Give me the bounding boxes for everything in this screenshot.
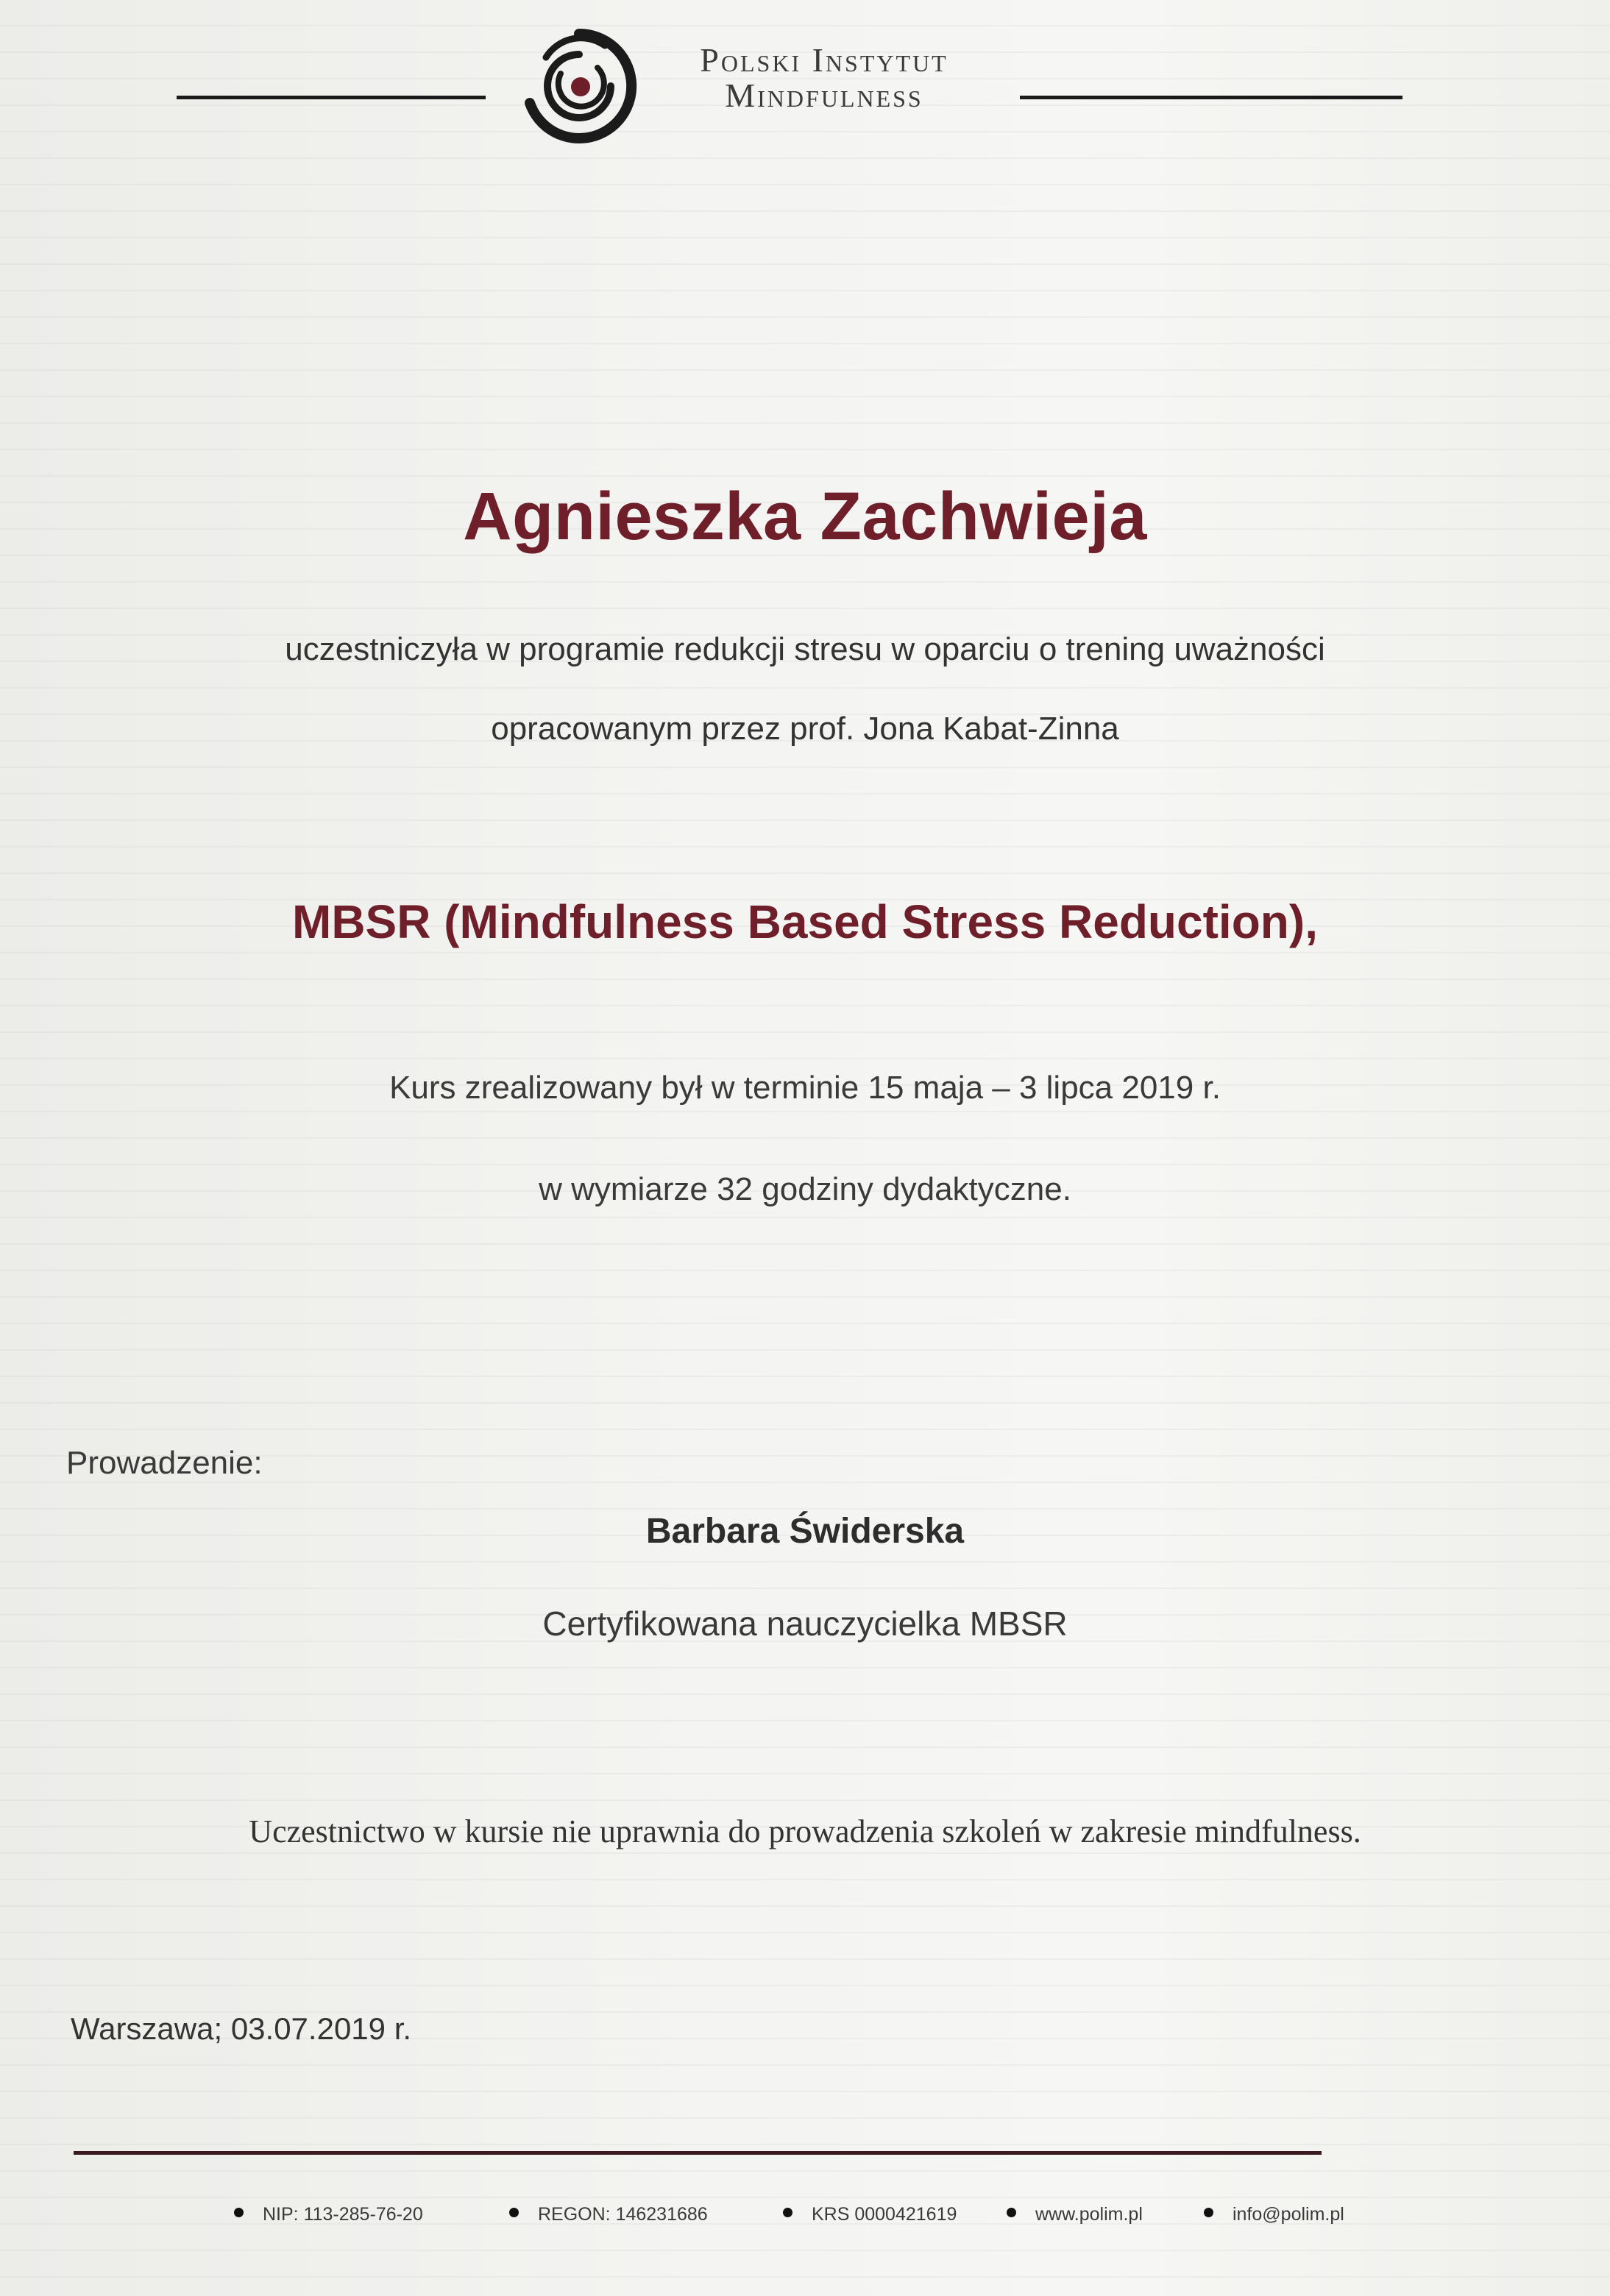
footer-email	[1204, 2204, 1344, 2225]
header-rule-left	[177, 96, 486, 99]
footer-nip	[234, 2204, 423, 2225]
brand-line-2: Mindfulness	[725, 77, 923, 115]
header-rule-right	[1020, 96, 1402, 99]
course-dates: Kurs zrealizowany był w terminie 15 maja – 3 lipca 2019 r.	[389, 1070, 1221, 1106]
course-hours: w wymiarze 32 godziny dydaktyczne.	[539, 1171, 1071, 1207]
bullet-icon	[783, 2208, 792, 2217]
footer-krs-text: KRS 0000421619	[812, 2204, 957, 2225]
spiral-logo-icon	[517, 24, 642, 149]
bullet-icon	[234, 2208, 244, 2217]
bullet-icon	[509, 2208, 519, 2217]
footer-email-text: info@polim.pl	[1233, 2204, 1344, 2225]
description-line-2: opracowanym przez prof. Jona Kabat-Zinna	[491, 711, 1119, 747]
instructor-role: Certyfikowana nauczycielka MBSR	[542, 1604, 1068, 1643]
instructor-name: Barbara Świderska	[645, 1512, 965, 1551]
footer	[0, 2204, 1610, 2241]
footer-regon-text: REGON: 146231686	[538, 2204, 708, 2225]
program-name: MBSR (Mindfulness Based Stress Reduction),	[292, 895, 1318, 948]
lead-label: Prowadzenie:	[66, 1445, 263, 1481]
footer-rule	[74, 2151, 1322, 2155]
bullet-icon	[1204, 2208, 1213, 2217]
participant-name: Agnieszka Zachwieja	[463, 479, 1147, 554]
place-date: Warszawa; 03.07.2019 r.	[71, 2011, 412, 2046]
description-line-1: uczestniczyła w programie redukcji stresu w oparciu o trening uważności	[285, 631, 1325, 667]
footer-nip-text: NIP: 113-285-76-20	[263, 2204, 423, 2225]
bullet-icon	[1007, 2208, 1016, 2217]
footer-website-text: www.polim.pl	[1035, 2204, 1143, 2225]
brand-line-1: Polski Instytut	[700, 41, 948, 79]
footer-krs	[783, 2204, 957, 2225]
brand-name	[670, 43, 979, 114]
footer-regon	[509, 2204, 708, 2225]
footer-website	[1007, 2204, 1143, 2225]
disclaimer: Uczestnictwo w kursie nie uprawnia do prowadzenia szkoleń w zakresie mindfulness.	[249, 1813, 1361, 1849]
